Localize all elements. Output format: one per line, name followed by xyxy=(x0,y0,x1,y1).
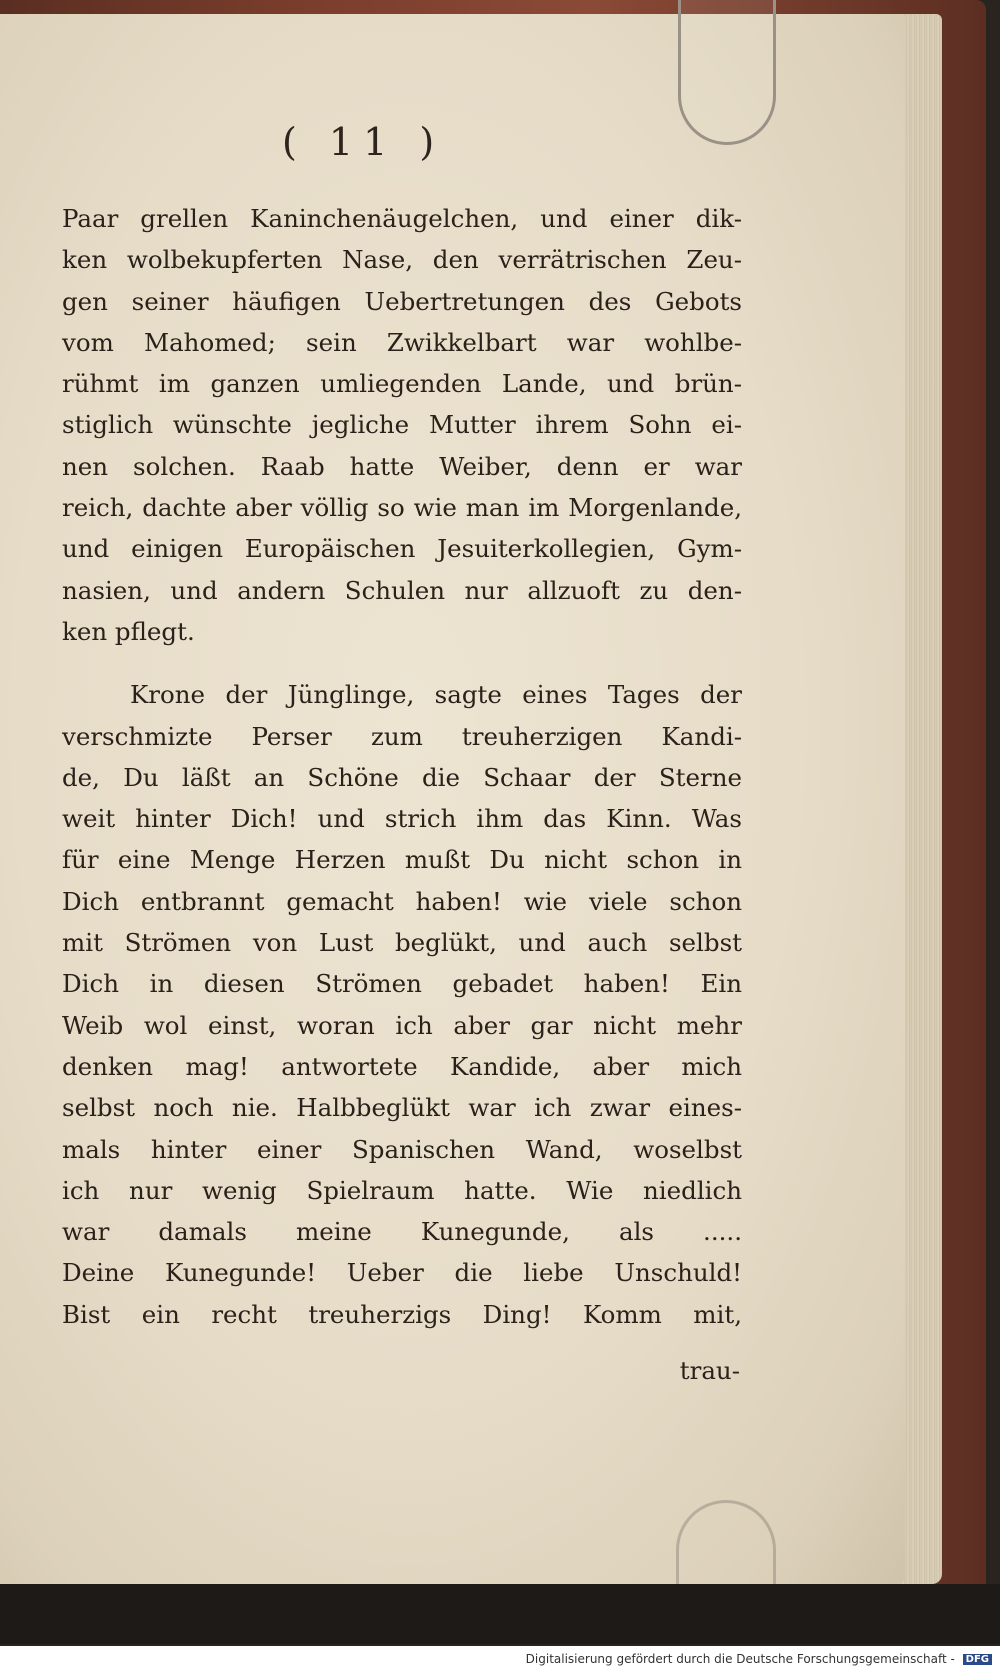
text-line: selbst noch nie. Halbbeglükt war ich zwar eines- xyxy=(62,1093,742,1123)
text-line: rühmt im ganzen umliegenden Lande, und brün- xyxy=(62,369,742,399)
text-line: für eine Menge Herzen mußt Du nicht schon in xyxy=(62,845,742,875)
text-line: ken pflegt. xyxy=(62,616,195,646)
text-line: nen solchen. Raab hatte Weiber, denn er war xyxy=(62,451,742,481)
text-line: vom Mahomed; sein Zwikkelbart war wohlbe- xyxy=(62,327,742,357)
text-line: mit Strömen von Lust beglükt, und auch selbst xyxy=(62,928,742,958)
text-line: Krone der Jünglinge, sagte eines Tages der xyxy=(130,680,742,710)
page-number: ( 11 ) xyxy=(282,120,445,164)
paragraph-gap xyxy=(62,652,742,674)
text-line: denken mag! antwortete Kandide, aber mich xyxy=(62,1051,742,1081)
text-line: gen seiner häufigen Uebertretungen des Gebots xyxy=(62,286,742,316)
paragraph-2 xyxy=(62,674,742,1335)
text-line: Dich entbrannt gemacht haben! wie viele schon xyxy=(62,886,742,916)
dfg-logo: DFG xyxy=(963,1654,992,1665)
scanner-bed xyxy=(0,1584,1000,1644)
text-line: verschmizte Perser zum treuherzigen Kandi- xyxy=(62,721,742,751)
text-line: Weib wol einst, woran ich aber gar nicht mehr xyxy=(62,1010,742,1040)
text-line: reich, dachte aber völlig so wie man im Morgenlande, xyxy=(62,493,742,523)
text-line: stiglich wünschte jegliche Mutter ihrem Sohn ei- xyxy=(62,410,742,440)
text-line: nasien, und andern Schulen nur allzuoft zu den- xyxy=(62,575,742,605)
text-line: mals hinter einer Spanischen Wand, woselbst xyxy=(62,1134,742,1164)
footer-credit: Digitalisierung gefördert durch die Deutsche Forschungsgemeinschaft - xyxy=(525,1652,955,1666)
text-line: ich nur wenig Spielraum hatte. Wie niedlich xyxy=(62,1175,742,1205)
text-line: Dich in diesen Strömen gebadet haben! Ein xyxy=(62,969,742,999)
catchword: trau- xyxy=(679,1356,740,1385)
text-line: ken wolbekupferten Nase, den verrätrischen Zeu- xyxy=(62,245,742,275)
body-text xyxy=(62,198,742,1335)
text-line: Paar grellen Kaninchenäugelchen, und einer dik- xyxy=(62,204,742,233)
footer-credit-wrapper xyxy=(526,1652,992,1666)
footer xyxy=(0,1646,1000,1676)
text-line: de, Du läßt an Schöne die Schaar der Sterne xyxy=(62,762,742,792)
bookmark-clip-icon xyxy=(678,0,776,145)
paragraph-1 xyxy=(62,198,742,652)
text-line: war damals meine Kunegunde, als ..... xyxy=(62,1217,742,1247)
text-line: Deine Kunegunde! Ueber die liebe Unschuld! xyxy=(62,1258,742,1288)
text-line: weit hinter Dich! und strich ihm das Kinn. Was xyxy=(62,804,742,834)
text-line: Bist ein recht treuherzigs Ding! Komm mit, xyxy=(62,1299,742,1329)
text-line: und einigen Europäischen Jesuiterkollegien, Gym- xyxy=(62,534,742,564)
